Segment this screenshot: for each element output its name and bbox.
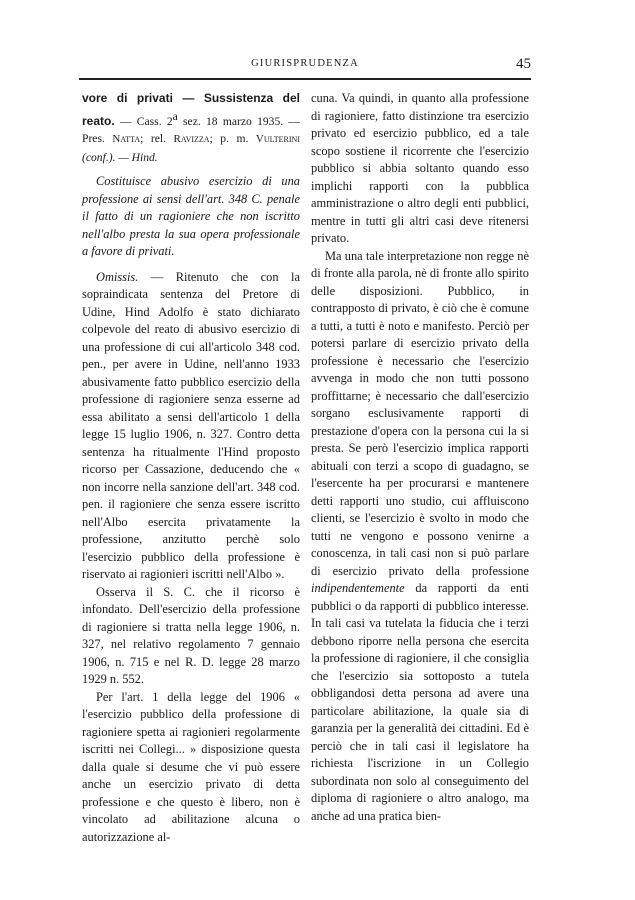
court-citation: — Cass. 2 (114, 114, 173, 128)
rapporteur-label: ; rel. (140, 132, 174, 146)
rapporteur-name: Ravizza (173, 133, 210, 146)
running-head: GIURISPRUDENZA (251, 58, 359, 69)
party-name: Hind. (131, 150, 158, 164)
header-rule (79, 78, 531, 80)
case-heading: vore di privati — Sussistenza del reato. (82, 91, 300, 128)
paragraph-text: da rapporti da enti pubblici o da rapporti di pubblico interesse. In tali casi va tutelata la fiducia che i terzi debbono riporre nella persona che esercita la professione di ragioniere, il che consiglia che l'esercizio sia sottoposto a tutela obbligandosi detta persona ad avere una particolare abilitazione, la quale sia di garanzia per la generalità dei cittadini. Ed è perciò che in tali casi il legislatore ha richiesta l'iscrizione in un Collegio subordinata non solo al conseguimento del diploma di ragioniere o altro analogo, ma anche ad una pratica bien- (311, 581, 529, 823)
section-superscript: a (172, 109, 178, 123)
paragraph (82, 269, 300, 584)
page-header (79, 56, 531, 78)
president-name: Natta (112, 133, 141, 146)
right-column (311, 90, 529, 825)
paragraph-text: — Ritenuto che con la sopraindicata sentenza del Pretore di Udine, Hind Adolfo è stato dichiarato colpevole del reato di abusivo esercizio di una professione di cui all'articolo 348 cod. pen., per avere in Udine, nell'anno 1933 abusivamente fatto pubblico esercizio della professione di ragioniere senza esserne ad essa abilitato a sensi dell'articolo 1 della legge 15 luglio 1906, n. 327. Contro detta sentenza ha ritualmente l'Hind proposto ricorso per Cassazione, deducendo che « non incorre nella sanzione dell'art. 348 cod. pen. il ragioniere che senza essere iscritto nell'Albo esercita privatamente la professione, anzitutto perchè solo l'esercizio pubblico della professione è riservato ai ragionieri iscritti nell'Albo ». (82, 269, 300, 582)
paragraph: Per l'art. 1 della legge del 1906 « l'esercizio pubblico della professione di ragioniere spetta ai ragionieri regolarmente iscritti nei Collegi... » disposizione questa dalla quale si desume che vi può essere anche un esercizio privato di detta professione e che questo è libero, non è vincolato ad abilitazione alcuna o autorizzazione al- (82, 689, 300, 844)
prosecutor-name: Vulterini (255, 133, 300, 146)
prosecutor-label: ; p. m. (209, 132, 256, 146)
case-maxim: Costituisce abusivo esercizio di una professione ai sensi dell'art. 348 C. penale il fatto di un ragioniere che non iscritto nell'albo presta la sua opera professionale a favore di privati. (82, 174, 300, 259)
conf-note: (conf.). — (82, 150, 132, 164)
paragraph: cuna. Va quindi, in quanto alla professione di ragioniere, fatto distinzione tra esercizio privato ed esercizio pubblico, ed a tale scopo sostiene il ricorrente che l'esercizio pubblico si abbia soltanto quando esso implichi rapporti con la pubblica amministrazione o altro degli enti pubblici, mentre in tutti gli altri casi deve ritenersi privato. (311, 91, 529, 245)
paragraph-text: Ma una tale interpretazione non regge nè di fronte alla parola, nè di fronte allo spirito delle disposizioni. Pubblico, in contrapposto di privato, è ciò che è comune a tutti, a tutti è noto e manifesto. Perciò per potersi parlare di esercizio privato della professione è necessario che l'esercizio avvenga in modo che non tutti possono proffittarne; è necessario che dall'esercizio sorgano esclusivamente rapporti di prestazione d'opera con la persona cui la si presta. Se però l'esercizio implica rapporti abituali con terzi a scopo di guadagno, se l'esercente ha per procurarsi e mantenere detti rapporti uno studio, cui affluiscono clienti, se l'esercizio è svolto in modo che tutti ne vengono e possono venirne a conoscenza, in tali casi non si può parlare di esercizio privato della professione (311, 248, 529, 578)
paragraph (311, 248, 529, 826)
citation-date: sez. 18 marzo 1935. — Pres. (82, 114, 300, 146)
paragraph: Osserva il S. C. che il ricorso è infondato. Dell'esercizio della professione di ragioniere si tratta nella legge 1906, n. 327, nel relativo regolamento 7 gennaio 1906, n. 715 e nel R. D. legge 28 marzo 1929 n. 552. (82, 584, 300, 687)
omissis-label: Omissis. (96, 269, 139, 284)
emphasized-word: indipendentemente (311, 581, 405, 595)
case-citation (82, 90, 300, 166)
page-number: 45 (516, 56, 531, 72)
left-column (82, 90, 300, 846)
